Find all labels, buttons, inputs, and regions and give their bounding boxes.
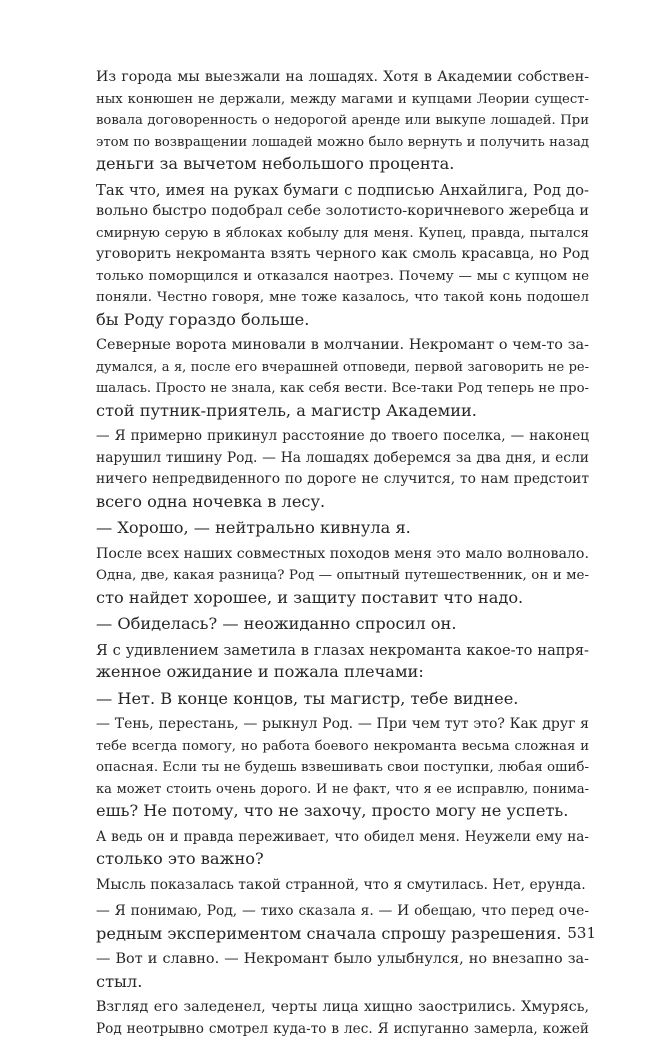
- text-line: ничего непредвиденного по дороге не случится, то нам предстоит: [96, 471, 589, 487]
- text-line: столько это важно?: [96, 849, 264, 868]
- text-line: стыл.: [96, 971, 143, 991]
- body-text: [96, 67, 589, 1045]
- text-line: — Я примерно прикинул расстояние до твоего поселка, — наконец: [96, 428, 589, 444]
- paragraph: [96, 640, 589, 683]
- paragraph: [96, 875, 589, 897]
- text-line: А ведь он и правда переживает, что обидел меня. Неужели ему на-: [96, 828, 589, 845]
- text-line: нарушил тишину Род. — На лошадях доберемся за два дня, и если: [96, 449, 589, 466]
- text-line: тебе всегда помогу, но работа боевого некроманта весьма сложная и: [96, 738, 589, 754]
- text-line: — Хорошо, — нейтрально кивнула я.: [96, 518, 411, 537]
- text-line: шалась. Просто не знала, как себя вести. Все-таки Род теперь не про-: [96, 381, 589, 396]
- text-line: ешь? Не потому, что не захочу, просто могу не успеть.: [96, 801, 569, 820]
- text-line: сто найдет хорошее, и защиту поставит что надо.: [96, 587, 524, 607]
- text-line: Я с удивлением заметила в глазах некроманта какое-то напря-: [96, 641, 589, 659]
- paragraph: [96, 180, 589, 331]
- text-line: бы Роду гораздо больше.: [96, 309, 310, 329]
- text-line: деньги за вычетом небольшого процента.: [96, 154, 455, 173]
- paragraph: [96, 335, 589, 421]
- text-line: Одна, две, какая разница? Род — опытный путешественник, он и ме-: [96, 568, 589, 583]
- text-line: Так что, имея на руках бумаги с подписью Анхайлига, Род до-: [96, 181, 589, 199]
- text-line: — Тень, перестань, — рыкнул Род. — При чем тут это? Как друг я: [96, 716, 589, 732]
- text-line: ка может стоить очень дорого. И не факт, что я ее исправлю, понима-: [96, 781, 589, 797]
- text-line: ных конюшен не держали, между магами и купцами Леории сущест-: [96, 91, 589, 107]
- text-line: опасная. Если ты не будешь взвешивать свои поступки, любая ошиб-: [96, 760, 589, 775]
- text-line: Взгляд его заледенел, черты лица хищно заострились. Хмурясь,: [96, 999, 589, 1015]
- text-line: стой путник-приятель, а магистр Академии.: [96, 400, 477, 420]
- text-line: этом по возвращении лошадей можно было вернуть и получить назад: [96, 134, 589, 150]
- text-line: вовала договоренность о недорогой аренде или выкупе лошадей. При: [96, 113, 589, 128]
- text-line: редным экспериментом сначала спрошу разрешения.: [96, 923, 562, 943]
- paragraph: [96, 426, 589, 512]
- text-line: только поморщился и отказался наотрез. Почему — мы с купцом не: [96, 268, 589, 284]
- text-line: — Нет. В конце концов, ты магистр, тебе виднее.: [96, 688, 519, 708]
- text-line: женное ожидание и пожала плечами:: [96, 662, 424, 681]
- text-line: Мысль показалась такой странной, что я смутилась. Нет, ерунда.: [96, 876, 586, 893]
- text-line: уговорить некроманта взять черного как смоль красавца, но Род: [96, 246, 589, 262]
- text-line: После всех наших совместных походов меня это мало волновало.: [96, 545, 589, 562]
- text-line: всего одна ночевка в лесу.: [96, 491, 326, 511]
- page-number: 531: [567, 924, 596, 942]
- text-line: вольно быстро подобрал себе золотисто-коричневого жеребца и: [96, 203, 589, 219]
- text-line: Северные ворота миновали в молчании. Некромант о чем-то за-: [96, 337, 589, 353]
- paragraph: [96, 714, 589, 822]
- paragraph: [96, 67, 589, 175]
- paragraph: [96, 827, 589, 870]
- paragraph: [96, 997, 589, 1040]
- paragraph: [96, 613, 589, 635]
- paragraph: [96, 901, 589, 944]
- paragraph: [96, 688, 589, 710]
- text-line: Род неотрывно смотрел куда-то в лес. Я испуганно замерла, кожей: [96, 1020, 589, 1037]
- text-line: — Я понимаю, Род, — тихо сказала я. — И обещаю, что перед оче-: [96, 903, 589, 919]
- text-line: — Обиделась? — неожиданно спросил он.: [96, 614, 457, 633]
- text-line: думался, а я, после его вчерашней отповеди, первой заговорить не ре-: [96, 359, 589, 375]
- text-line: смирную серую в яблоках кобылу для меня. Купец, правда, пытался: [96, 225, 589, 241]
- paragraph: [96, 517, 589, 539]
- text-line: поняли. Честно говоря, мне тоже казалось, что такой конь подошел: [96, 290, 589, 305]
- text-line: — Вот и славно. — Некромант было улыбнулся, но внезапно за-: [96, 951, 589, 967]
- text-line: Из города мы выезжали на лошадях. Хотя в Академии собствен-: [96, 69, 589, 85]
- paragraph: [96, 949, 589, 992]
- paragraph: [96, 544, 589, 609]
